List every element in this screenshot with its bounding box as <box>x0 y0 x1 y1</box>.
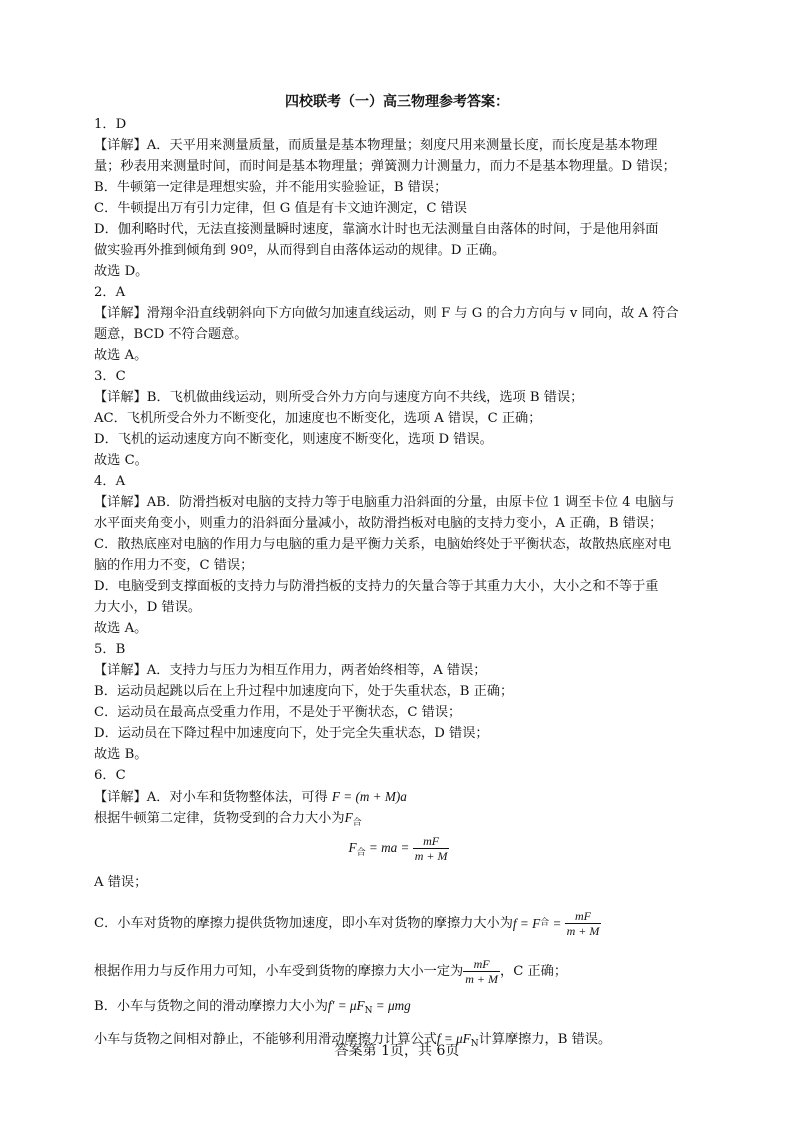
subscript: N <box>470 1039 479 1049</box>
paragraph-line: D．飞机的运动速度方向不断变化，则速度不断变化，选项 D 错误。 <box>94 432 493 447</box>
conclusion-line: 故选 B。 <box>94 747 148 762</box>
text-span: B．小车与货物之间的滑动摩擦力大小为 <box>94 999 328 1014</box>
answer-6: 6．C <box>94 768 126 783</box>
symbol: F <box>344 810 353 825</box>
paragraph-line <box>94 807 704 828</box>
subscript: 合 <box>540 917 550 928</box>
equation-part: = μmg <box>372 998 411 1013</box>
fraction <box>463 957 500 986</box>
paragraph-line: 力大小，D 错误。 <box>94 600 202 615</box>
paragraph-line: B．牛顿第一定律是理想实验，并不能用实验验证，B 错误； <box>94 180 448 195</box>
paragraph-line: D．伽利略时代，无法直接测量瞬时速度，靠滴水计时也无法测量自由落体的时间，于是他用斜面 <box>94 222 659 237</box>
subscript: 合 <box>352 818 362 828</box>
text-span: 【详解】A．对小车和货物整体法，可得 <box>94 790 328 805</box>
paragraph-line: C．散热底座对电脑的作用力与电脑的重力是平衡力关系，电脑始终处于平衡状态，故散热底座对电 <box>94 537 672 552</box>
paragraph-line: 做实验再外推到倾角到 90º，从而得到自由落体运动的规律。D 正确。 <box>94 243 506 258</box>
paragraph-line: 【详解】A．天平用来测量质量，而质量是基本物理量；刻度尺用来测量长度，而长度是基本物理 <box>94 138 658 153</box>
equation-part: = <box>549 915 565 931</box>
paragraph-line: 【详解】A．支持力与压力为相互作用力，两者始终相等，A 错误； <box>94 663 487 678</box>
paragraph-line <box>94 953 704 989</box>
text-span: 根据牛顿第二定律，货物受到的合力大小为 <box>94 811 345 826</box>
fraction-denominator: m + M <box>414 849 448 863</box>
text-span: C．小车对货物的摩擦力提供货物加速度，即小车对货物的摩擦力大小为 <box>94 915 513 931</box>
fraction-numerator: mF <box>565 909 602 924</box>
equation-part: f = μF <box>436 1031 471 1046</box>
page-footer: 答案第 1页，共 6页 <box>334 1043 460 1059</box>
paragraph-line: 脑的作用力不变，C 错误； <box>94 558 254 573</box>
paragraph-line: 水平面夹角变小，则重力的沿斜面分量减小，故防滑挡板对电脑的支持力变小，A 正确，B 错误； <box>94 516 663 531</box>
answer-4: 4．A <box>94 474 126 489</box>
subscript: N <box>364 1006 373 1016</box>
page-title: 四校联考（一）高三物理参考答案： <box>285 94 509 110</box>
paragraph-line: 题意，BCD 不符合题意。 <box>94 327 248 342</box>
answer-5: 5．B <box>94 642 126 657</box>
paragraph-line: 【详解】B．飞机做曲线运动，则所受合外力方向与速度方向不共线，选项 B 错误； <box>94 390 584 405</box>
paragraph-line: D．电脑受到支撑面板的支持力与防滑挡板的支持力的矢量合等于其重力大小，大小之和不等于重 <box>94 579 659 594</box>
equation-part: = ma = <box>365 840 413 855</box>
answer-3: 3．C <box>94 369 126 384</box>
fraction-numerator: mF <box>413 834 450 849</box>
symbol: F <box>348 840 357 855</box>
equation-part: f′ = μF <box>327 998 365 1013</box>
paragraph-line: A 错误； <box>94 875 148 890</box>
paragraph-line: D．运动员在下降过程中加速度向下，处于完全失重状态，D 错误； <box>94 726 489 741</box>
equation: F = (m + M)a <box>331 789 407 804</box>
conclusion-line: 故选 D。 <box>94 264 149 279</box>
text-span: 计算摩擦力，B 错误。 <box>478 1032 612 1047</box>
text-span: ，C 正确； <box>500 963 568 979</box>
text-span: 根据作用力与反作用力可知，小车受到货物的摩擦力大小一定为 <box>94 963 464 979</box>
paragraph-line <box>94 905 704 941</box>
paragraph-line: 【详解】AB．防滑挡板对电脑的支持力等于电脑重力沿斜面的分量，由原卡位 1 调至卡位 4 电脑与 <box>94 495 675 510</box>
answer-1: 1．D <box>94 117 127 132</box>
equation-part: f = F <box>512 915 541 931</box>
text-span: 小车与货物之间相对静止，不能够利用滑动摩擦力计算公式 <box>94 1032 437 1047</box>
paragraph-line: C．牛顿提出万有引力定律，但 G 值是有卡文迪许测定，C 错误 <box>94 201 467 216</box>
paragraph-line: 【详解】滑翔伞沿直线朝斜向下方向做匀加速直线运动，则 F 与 G 的合力方向与 v 同向，故 A 符合 <box>94 306 679 321</box>
answer-2: 2．A <box>94 285 126 300</box>
conclusion-line: 故选 C。 <box>94 453 148 468</box>
paragraph-line: C．运动员在最高点受重力作用，不是处于平衡状态，C 错误； <box>94 705 462 720</box>
answer-content <box>94 114 704 1049</box>
paragraph-line: AC．飞机所受合外力不断变化，加速度也不断变化，选项 A 错误，C 正确； <box>94 411 542 426</box>
conclusion-line: 故选 A。 <box>94 348 148 363</box>
subscript: 合 <box>356 848 366 858</box>
paragraph-line: B．运动员起跳以后在上升过程中加速度向下，处于失重状态，B 正确； <box>94 684 514 699</box>
fraction <box>565 909 602 938</box>
fraction-denominator: m + M <box>566 923 600 938</box>
fraction-numerator: mF <box>463 957 500 972</box>
fraction-denominator: m + M <box>465 971 499 986</box>
fraction <box>413 834 450 863</box>
paragraph-line <box>94 995 704 1016</box>
paragraph-line <box>94 786 704 807</box>
conclusion-line: 故选 A。 <box>94 621 148 636</box>
display-equation <box>94 828 704 872</box>
paragraph-line: 量；秒表用来测量时间，而时间是基本物理量；弹簧测力计测量力，而力不是基本物理量。D 错误； <box>94 159 676 174</box>
